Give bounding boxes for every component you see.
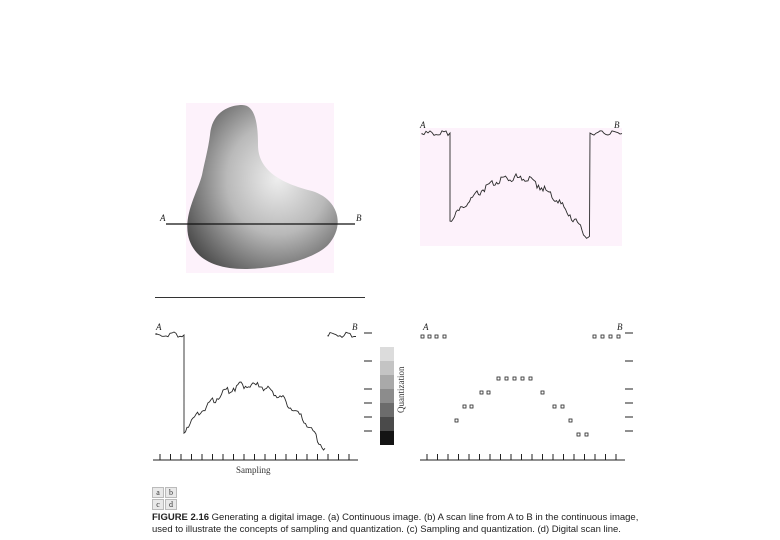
quantization-scale (364, 333, 394, 445)
label-a: A (156, 322, 162, 332)
digital-sample-point (428, 335, 431, 338)
digital-sample-point (601, 335, 604, 338)
digital-sample-point (421, 335, 424, 338)
label-a: A (160, 213, 166, 223)
digital-sample-point (513, 377, 516, 380)
sampling-axis-label: Sampling (236, 465, 271, 475)
separator-rule (155, 297, 365, 298)
digital-sample-point (480, 391, 483, 394)
digital-sample-point (553, 405, 556, 408)
digital-sample-point (529, 377, 532, 380)
panel-key-c: c (152, 499, 164, 510)
digital-sample-point (541, 391, 544, 394)
digital-sample-point (470, 405, 473, 408)
digital-sample-point (609, 335, 612, 338)
label-b: B (617, 322, 623, 332)
label-b: B (614, 120, 620, 130)
panel-a-continuous-image (150, 95, 370, 280)
quantization-axis-label: Quantization (396, 366, 406, 413)
digital-sample-point (521, 377, 524, 380)
digital-sample-point (569, 419, 572, 422)
digital-sample-point (585, 433, 588, 436)
label-a: A (423, 322, 429, 332)
digital-sample-point (505, 377, 508, 380)
digital-sample-point (455, 419, 458, 422)
digital-sample-point (561, 405, 564, 408)
digital-sample-point (577, 433, 580, 436)
digital-samples (421, 335, 620, 436)
digital-level-ticks (625, 333, 633, 431)
panel-d-digital-scan-line (415, 320, 640, 480)
label-a: A (420, 120, 426, 130)
digital-sample-point (617, 335, 620, 338)
sampled-profile-curve (156, 332, 325, 450)
caption-text: Generating a digital image. (a) Continuous image. (b) A scan line from A to B in the continuous image, used to illustrate the concepts of sampling and quantization. (c) Sampling and quantization. (d) Digital scan line. (152, 512, 639, 535)
panel-b-scan-line-profile (418, 120, 628, 250)
caption-tag: FIGURE 2.16 (152, 512, 210, 523)
label-b: B (352, 322, 358, 332)
digital-sample-point (497, 377, 500, 380)
panel-key-b: b (165, 487, 177, 498)
panel-key (152, 487, 177, 510)
digital-sample-point (463, 405, 466, 408)
figure-caption (152, 512, 642, 536)
panel-key-d: d (165, 499, 177, 510)
digital-axis (420, 454, 625, 460)
digital-sample-point (443, 335, 446, 338)
digital-sample-point (435, 335, 438, 338)
digital-sample-point (487, 391, 490, 394)
panel-c-sampling-quantization (150, 320, 405, 480)
panel-key-a: a (152, 487, 164, 498)
label-b: B (356, 213, 362, 223)
digital-sample-point (593, 335, 596, 338)
